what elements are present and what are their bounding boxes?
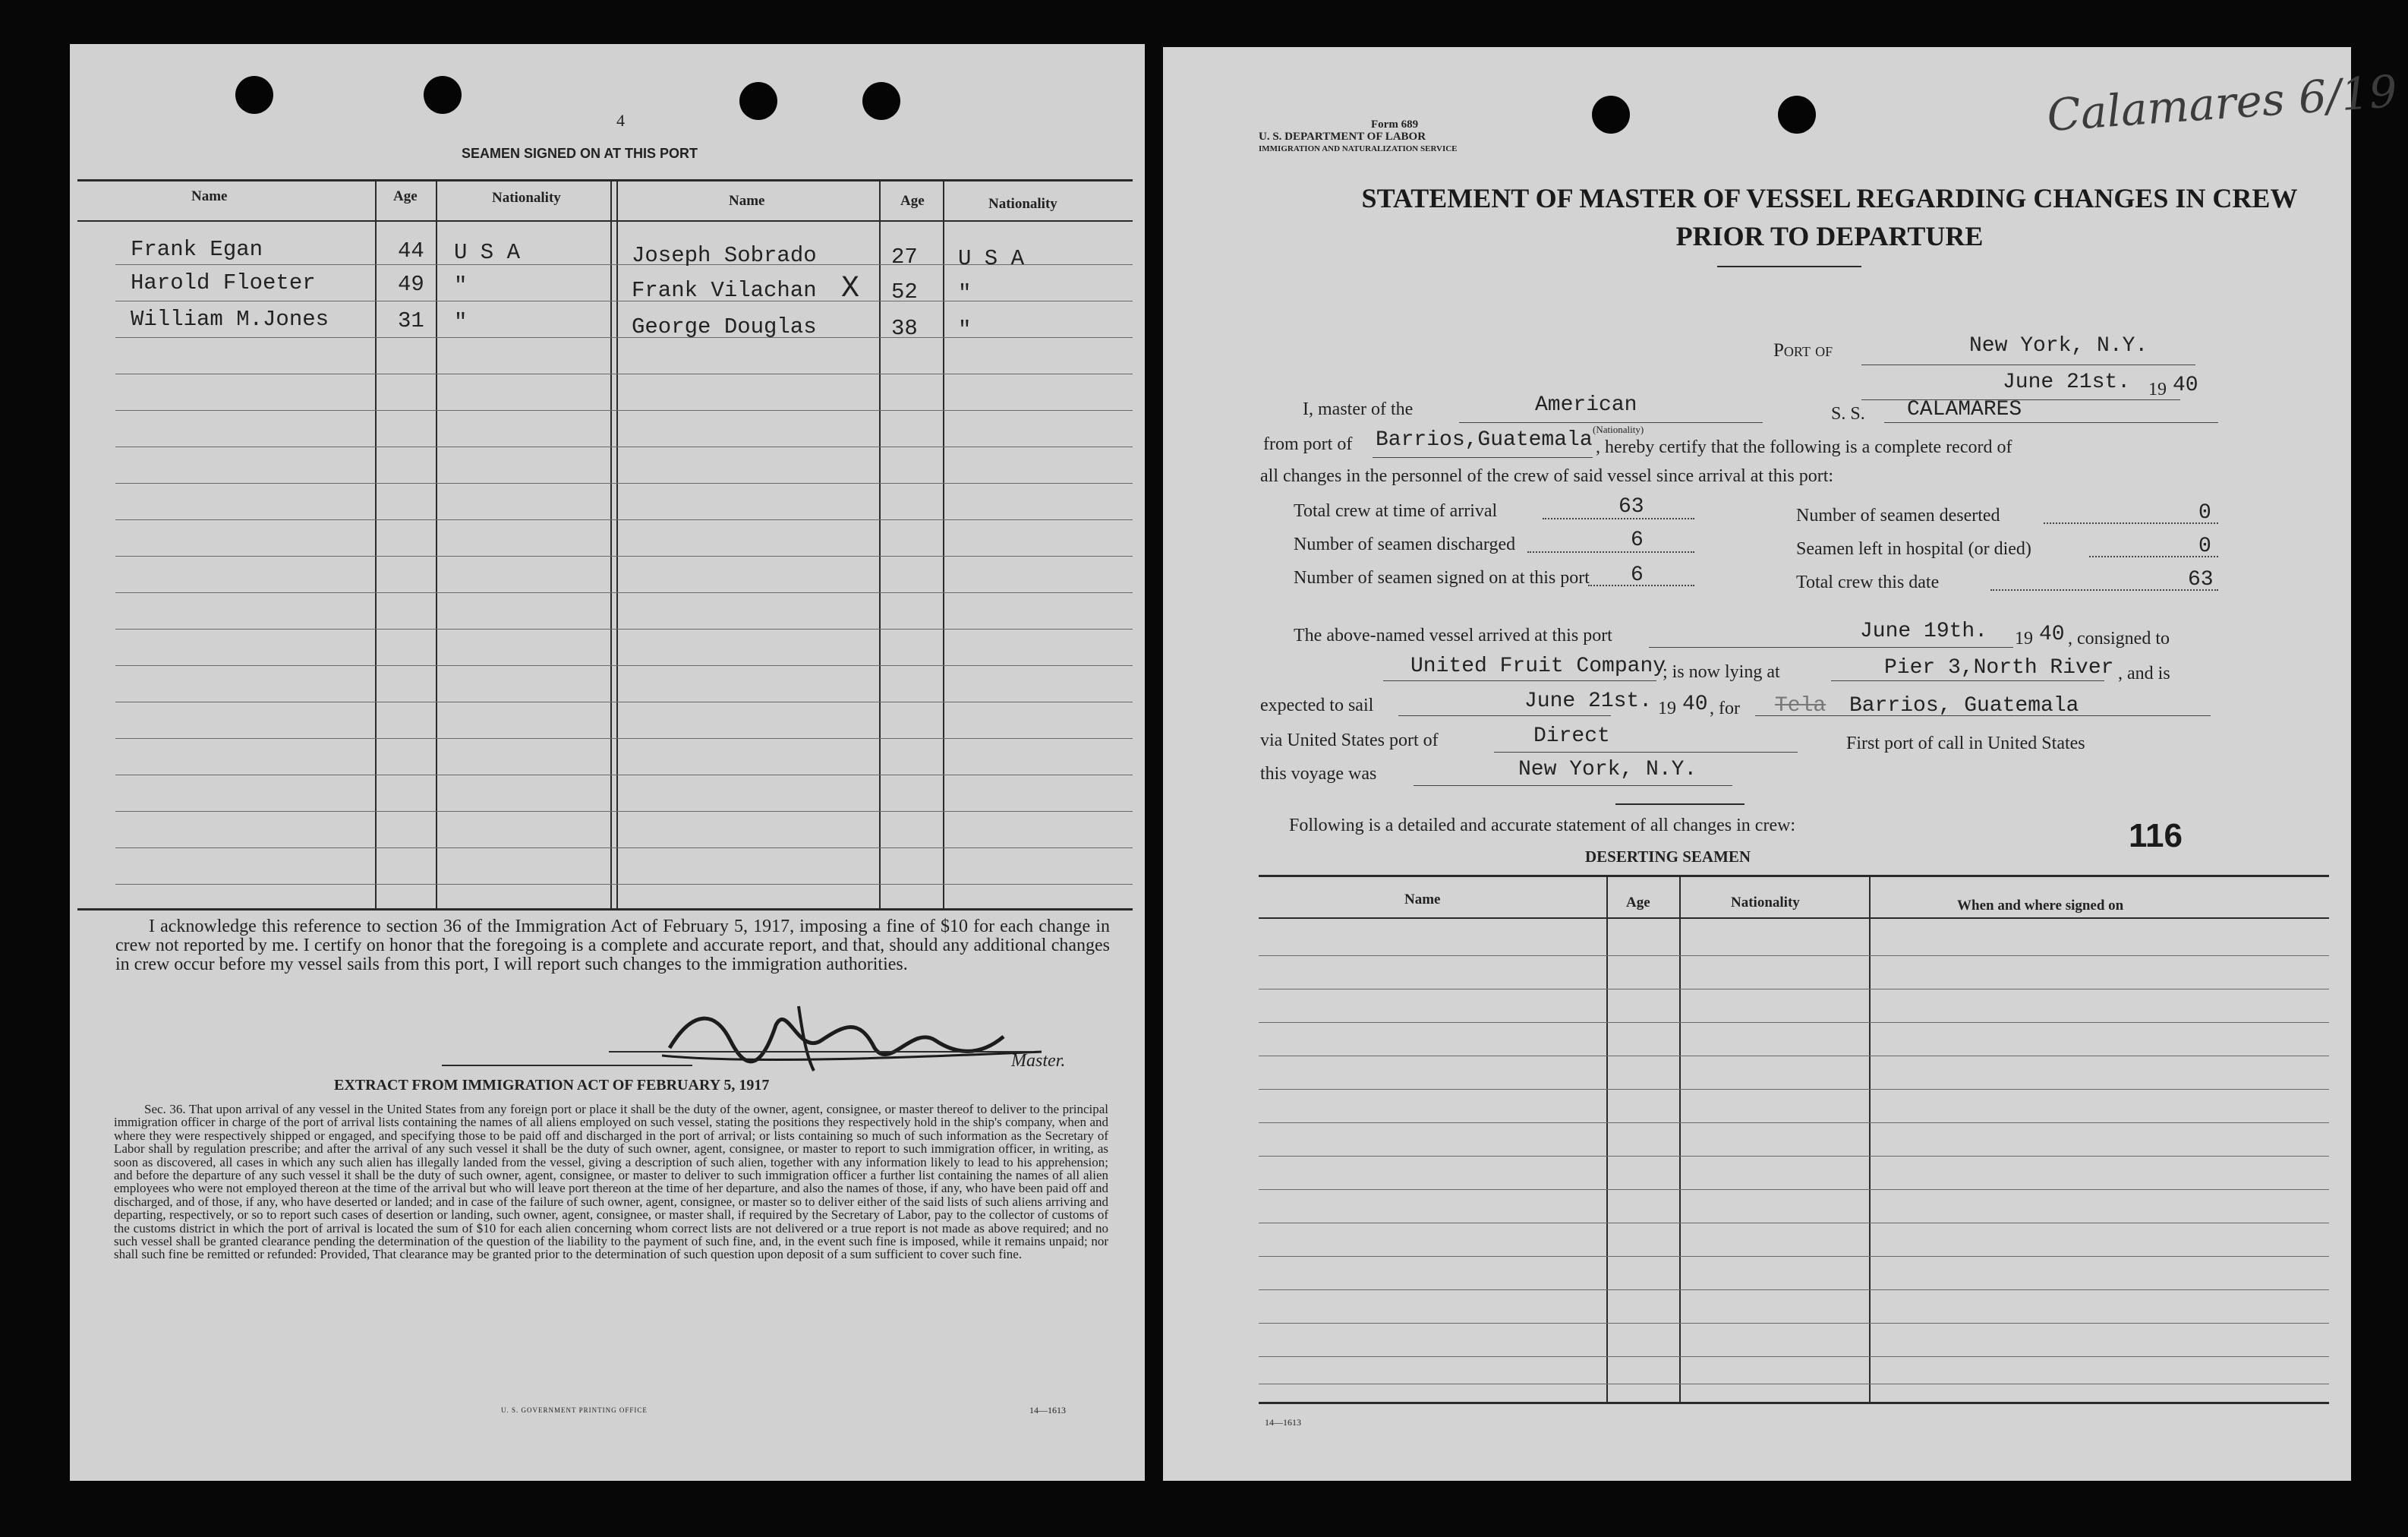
acknowledgement-text: I acknowledge this reference to section 36 of the Immigration Act of February 5, 1917, imposing a fine of $10 for each change in crew not reported by me. I certify on honor that the foregoing is a complete and accurate report, and that, should any additional changes in crew occur before my vessel sails from this port, I will report such changes to the immigration authorities. (115, 917, 1110, 974)
title-rule (1717, 266, 1861, 267)
deserting-title: DESERTING SEAMEN (1585, 847, 1751, 866)
column-divider (375, 181, 377, 908)
lying-label: ; is now lying at (1663, 662, 1780, 682)
arrived-year: 40 (2039, 623, 2065, 646)
sail-date: June 21st. (1524, 690, 1653, 713)
sail-year-prefix: 19 (1658, 699, 1676, 718)
punch-hole (424, 76, 462, 114)
printer-note: U. S. GOVERNMENT PRINTING OFFICE (501, 1406, 648, 1414)
seaman-name: George Douglas (632, 314, 817, 339)
left-page (70, 44, 1145, 1481)
section-title: SEAMEN SIGNED ON AT THIS PORT (462, 146, 698, 161)
via-label: via United States port of (1260, 731, 1439, 750)
seaman-name: William M.Jones (131, 307, 329, 332)
consignee: United Fruit Company (1410, 655, 1666, 678)
expected-label: expected to sail (1260, 696, 1374, 715)
arrived-date: June 19th. (1860, 620, 1988, 643)
seaman-age: 52 (891, 279, 918, 305)
seaman-age: 27 (891, 245, 918, 270)
ship-name: CALAMARES (1907, 398, 2022, 421)
table-bottom-rule (1259, 1402, 2329, 1404)
table-top-rule (1259, 875, 2329, 877)
seaman-nationality: U S A (958, 246, 1025, 271)
master-signature (647, 995, 1072, 1086)
seaman-age: 38 (891, 316, 918, 341)
stat-label: Total crew at time of arrival (1294, 501, 1498, 521)
arrived-label: The above-named vessel arrived at this port (1294, 626, 1612, 645)
column-header-name: Name (729, 193, 765, 209)
column-header-nationality: Nationality (1731, 895, 1800, 911)
destination: Barrios, Guatemala (1849, 694, 2079, 718)
seaman-nationality: " (454, 310, 468, 335)
stat-value: 6 (1631, 529, 1644, 552)
seaman-name: Frank Vilachan (632, 278, 817, 303)
punch-hole (739, 82, 777, 120)
pier: Pier 3,North River (1884, 656, 2114, 680)
form-title-line2: PRIOR TO DEPARTURE (1675, 221, 1984, 251)
via-value: Direct (1533, 724, 1610, 748)
nationality-value: American (1535, 393, 1637, 417)
punch-hole (1592, 96, 1630, 134)
seaman-age: 31 (398, 308, 424, 333)
nationality-caption: (Nationality) (1593, 424, 1644, 435)
divider-rule (1615, 803, 1745, 805)
column-header-when-where: When and where signed on (1957, 898, 2124, 914)
column-header-age: Age (1626, 895, 1650, 911)
seaman-nationality: " (958, 281, 972, 306)
date-value: June 21st. (2003, 371, 2131, 394)
and-is-label: , and is (2118, 664, 2170, 683)
stat-value: 63 (2188, 568, 2214, 592)
column-divider (879, 181, 881, 908)
punch-hole (235, 76, 273, 114)
stat-value: 0 (2198, 535, 2211, 558)
stat-label: Seamen left in hospital (or died) (1796, 539, 2031, 559)
column-header-name: Name (191, 188, 228, 204)
column-header-nationality: Nationality (492, 190, 561, 206)
arrived-year-prefix: 19 (2015, 629, 2033, 649)
first-port-value: New York, N.Y. (1518, 758, 1697, 781)
stat-value: 6 (1631, 563, 1644, 587)
table-header-rule (77, 220, 1133, 222)
consigned-label: , consigned to (2068, 629, 2170, 649)
column-header-age: Age (393, 188, 418, 204)
all-changes-text: all changes in the personnel of the crew of said vessel since arrival at this port: (1260, 466, 1834, 486)
master-label: Master. (1011, 1051, 1066, 1071)
following-text: Following is a detailed and accurate statement of all changes in crew: (1289, 816, 1796, 835)
divider-rule (442, 1065, 692, 1066)
seaman-nationality: " (454, 273, 468, 298)
this-voyage-label: this voyage was (1260, 764, 1377, 784)
seaman-name: Frank Egan (131, 237, 263, 262)
form-code: 14—1613 (1029, 1405, 1066, 1415)
seaman-nationality: " (958, 317, 972, 342)
seaman-name: Joseph Sobrado (632, 243, 817, 268)
column-divider (943, 181, 944, 908)
page-number: 4 (616, 111, 625, 130)
stat-label: Number of seamen signed on at this port (1294, 568, 1590, 588)
port-value: New York, N.Y. (1969, 334, 2148, 358)
form-code: 14—1613 (1265, 1417, 1301, 1428)
master-of-label: I, master of the (1303, 399, 1414, 419)
punch-hole (1778, 96, 1816, 134)
column-header-name: Name (1404, 892, 1441, 907)
right-page (1163, 47, 2399, 1481)
check-mark: X (841, 272, 860, 306)
from-port-label: from port of (1263, 434, 1353, 454)
extract-title: EXTRACT FROM IMMIGRATION ACT OF FEBRUARY 5, 1917 (334, 1077, 770, 1094)
column-divider (616, 181, 618, 908)
certify-text: , hereby certify that the following is a complete record of (1596, 437, 2012, 457)
extract-text: Sec. 36. That upon arrival of any vessel in the United States from any foreign port or place it shall be the duty of the owner, agent, consignee, or master thereof to deliver to the principal immigration officer in charge of the port of arrival lists containing the names of all aliens employed on such vessel, stating the positions they respectively hold in the ship's company, when and where they were respectively shipped or engaged, and specifying those to be paid off and discharged in the port of arrival; or lists containing so much of such information as the Secretary of Labor shall by regulation prescribe; and after the arrival of any such vessel it shall be the duty of such owner, agent, consignee, or master to report to such immigration officer, in writing, as soon as discovered, all cases in which any such alien has illegally landed from the vessel, giving a description of such alien, together with any information likely to lead to his apprehension; and before the departure of any such vessel it shall be the duty of such owner, agent, consignee, or master to deliver to such immigration officer a further list containing the names of all alien employees who were not employed thereon at the time of the arrival but who will leave port thereon at the time of her departure, and also the names of those, if any, who have been paid off and discharged, and of those, if any, who have deserted or landed; and in case of the failure of such owner, agent, consignee, or master so to deliver either of the said lists of such aliens arriving and departing, respectively, or so to report such cases of desertion or landing, such owner, agent, consignee, or master shall, if required by the Secretary of Labor, pay to the collector of customs of the customs district in which the port of arrival is located the sum of $10 for each alien concerning whom correct lists are not delivered or a true report is not made as above required; and no such vessel shall be granted clearance pending the determination of the question of the liability to the payment of such fine, and, in the event such fine is imposed, while it remains unpaid; nor shall such fine be remitted or refunded: Provided, That clearance may be granted prior to the determination of such question upon deposit of a sum sufficient to cover such fine. (114, 1102, 1108, 1262)
punch-hole (862, 82, 900, 120)
form-title-line1: STATEMENT OF MASTER OF VESSEL REGARDING CHANGES IN CREW (1361, 183, 2298, 213)
seaman-age: 49 (398, 272, 424, 297)
stat-label: Number of seamen deserted (1796, 506, 2000, 525)
stat-value: 0 (2198, 501, 2211, 525)
first-port-label: First port of call in United States (1846, 734, 2085, 753)
column-divider (436, 181, 437, 908)
sail-year: 40 (1682, 693, 1708, 716)
for-label: , for (1710, 699, 1740, 718)
ss-label: S. S. (1831, 404, 1865, 424)
column-divider (610, 181, 612, 908)
seaman-nationality: U S A (454, 240, 521, 265)
service: IMMIGRATION AND NATURALIZATION SERVICE (1259, 144, 1458, 153)
handwritten-note: Calamares 6/19 (2045, 65, 2399, 142)
from-port-value: Barrios,Guatemala (1376, 428, 1593, 452)
date-year: 40 (2173, 374, 2198, 397)
table-top-rule (77, 179, 1133, 181)
stat-label: Total crew this date (1796, 573, 1940, 592)
column-header-age: Age (900, 193, 925, 209)
stamp-number: 116 (2129, 817, 2183, 854)
date-year-prefix: 19 (2148, 380, 2167, 399)
port-label: Port of (1773, 340, 1833, 361)
column-header-nationality: Nationality (988, 196, 1057, 212)
signature-line (609, 1051, 1034, 1053)
struck-destination: Tela (1775, 694, 1826, 718)
stat-label: Number of seamen discharged (1294, 535, 1516, 554)
department: U. S. DEPARTMENT OF LABOR (1259, 131, 1426, 143)
table-bottom-rule (77, 908, 1133, 911)
table-header-rule (1259, 917, 2329, 919)
seaman-name: Harold Floeter (131, 270, 316, 295)
seaman-age: 44 (398, 238, 424, 264)
stat-value: 63 (1618, 495, 1644, 519)
form-number: Form 689 (1371, 118, 1419, 131)
